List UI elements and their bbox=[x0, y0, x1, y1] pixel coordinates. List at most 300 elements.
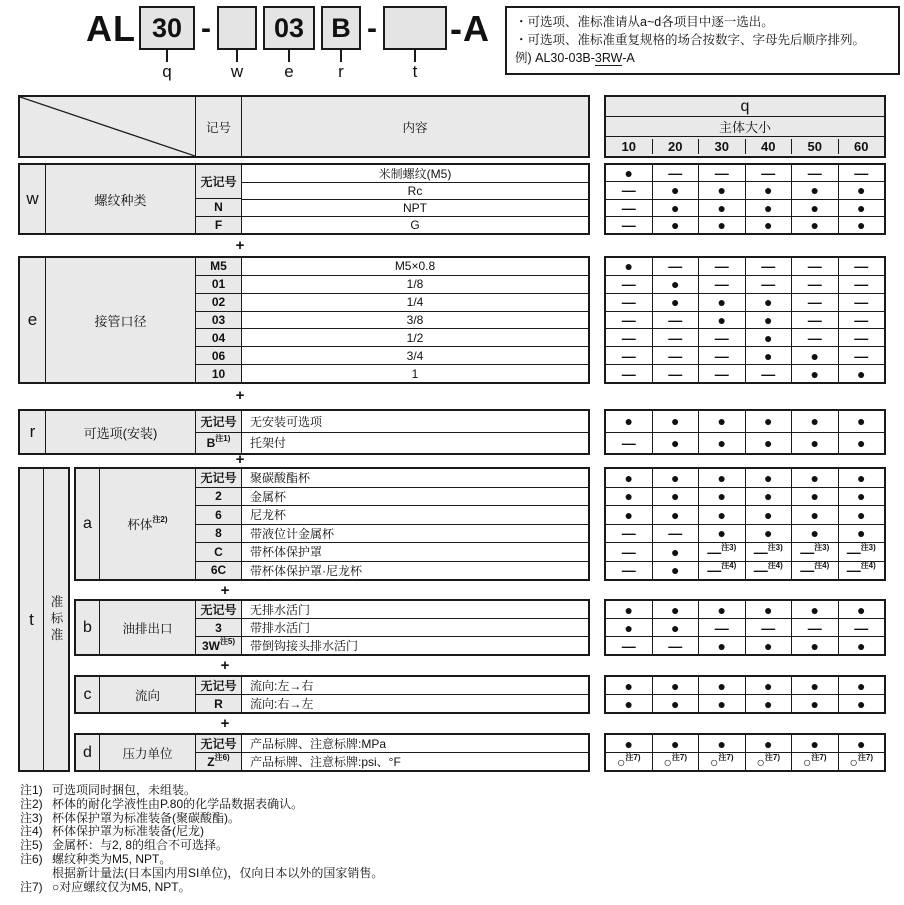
option-content: 带排水活门 bbox=[242, 619, 588, 636]
option-row bbox=[196, 561, 588, 580]
option-content: 1/4 bbox=[242, 294, 588, 311]
availability-cell: ● bbox=[624, 165, 633, 182]
option-row bbox=[196, 258, 588, 275]
option-code: 04 bbox=[196, 329, 242, 346]
availability-cell: — bbox=[745, 619, 792, 636]
subsection-drain bbox=[74, 599, 590, 656]
availability-cell: ○ $^{注7)}$ bbox=[745, 753, 792, 770]
tick-line bbox=[414, 50, 416, 62]
option-content: 产品标牌、注意标牌:MPa bbox=[242, 735, 588, 752]
option-code: 无记号 bbox=[196, 677, 242, 694]
thread-box bbox=[217, 6, 257, 50]
availability-cell: — bbox=[698, 258, 745, 275]
availability-cell: — $^{注3)}$ bbox=[745, 543, 792, 561]
availability-row bbox=[606, 411, 884, 432]
option-code: 06 bbox=[196, 347, 242, 364]
availability-cell: ● bbox=[698, 695, 745, 712]
availability-pressure-unit bbox=[604, 733, 886, 772]
availability-row bbox=[606, 752, 884, 770]
content-g: G bbox=[242, 216, 588, 233]
availability-cell: ● bbox=[698, 411, 745, 432]
model-box-bracket bbox=[321, 6, 361, 81]
label-e: e bbox=[284, 62, 294, 81]
option-code: 03 bbox=[196, 312, 242, 329]
availability-cell: — bbox=[621, 182, 636, 199]
option-code: 6C bbox=[196, 562, 242, 580]
availability-row bbox=[606, 364, 884, 382]
availability-cell: ● bbox=[652, 200, 699, 216]
availability-cell: ● bbox=[745, 637, 792, 654]
flow-rows bbox=[196, 677, 588, 712]
availability-cell: ● bbox=[838, 433, 885, 454]
availability-cell: — $^{注4)}$ bbox=[791, 562, 838, 580]
tick-line bbox=[340, 50, 342, 62]
option-code: 6 bbox=[196, 506, 242, 524]
availability-cell: — bbox=[652, 258, 699, 275]
option-row bbox=[196, 346, 588, 364]
section-letter-t: t bbox=[20, 469, 44, 770]
availability-cell: — bbox=[621, 637, 636, 654]
availability-row bbox=[606, 293, 884, 311]
option-content: 托架付 bbox=[242, 433, 588, 454]
option-code: 3W $^{注5)}$ bbox=[196, 637, 242, 654]
option-code: 无记号 bbox=[196, 469, 242, 487]
option-row bbox=[196, 487, 588, 506]
availability-cell: ● bbox=[745, 347, 792, 364]
availability-cell: — bbox=[621, 312, 636, 328]
availability-cell: ● bbox=[624, 619, 633, 636]
availability-cell: ● bbox=[745, 411, 792, 432]
availability-cell: ● bbox=[745, 312, 792, 329]
availability-row bbox=[606, 735, 884, 752]
availability-row bbox=[606, 636, 884, 654]
availability-cell: — $^{注3)}$ bbox=[838, 543, 885, 561]
option-content: 带杯体保护罩·尼龙杯 bbox=[242, 562, 588, 580]
option-row bbox=[196, 311, 588, 329]
option-code: 8 bbox=[196, 525, 242, 543]
diagonal-line bbox=[20, 97, 195, 156]
availability-cell: ○ $^{注7)}$ bbox=[616, 752, 641, 770]
footnote-line: 注3) 杯体保护罩为标准装备(聚碳酸酯)。 bbox=[20, 810, 240, 825]
option-content: 1/8 bbox=[242, 276, 588, 293]
availability-cell: ● bbox=[791, 637, 838, 654]
model-box-size bbox=[139, 6, 195, 81]
availability-cell: — bbox=[698, 276, 745, 293]
option-row bbox=[196, 542, 588, 561]
availability-cell: — bbox=[621, 525, 636, 542]
option-row bbox=[196, 275, 588, 293]
availability-cell: — bbox=[838, 276, 885, 293]
availability-cell: ● bbox=[791, 347, 838, 364]
code-F: F bbox=[196, 216, 241, 234]
option-code: M5 bbox=[196, 258, 242, 275]
availability-cell: ● bbox=[698, 182, 745, 198]
thread-content-column bbox=[242, 165, 588, 233]
symbol-column-header: 记号 bbox=[196, 97, 242, 156]
availability-cell: ● bbox=[791, 601, 838, 618]
availability-cell: — bbox=[698, 165, 745, 181]
option-content: 聚碳酸酯杯 bbox=[242, 469, 588, 487]
availability-cell: — bbox=[652, 525, 699, 543]
availability-cell: ● bbox=[698, 469, 745, 487]
dash: - bbox=[367, 12, 377, 45]
content-metric: 米制螺纹(M5) bbox=[378, 167, 452, 181]
footnote-line: 根据新计量法(日本国内用SI单位)，仅向日本以外的国家销售。 bbox=[52, 865, 384, 880]
availability-cell: ● bbox=[745, 433, 792, 454]
availability-cell: ● bbox=[624, 735, 633, 752]
option-content: 流向:左→右 bbox=[242, 677, 588, 694]
availability-cell: ● bbox=[624, 695, 633, 712]
footnotes bbox=[20, 784, 660, 894]
plus-separator: + bbox=[235, 450, 245, 468]
availability-cell: ● bbox=[698, 312, 745, 329]
option-row bbox=[196, 293, 588, 311]
section-letter-e: e bbox=[20, 258, 46, 382]
option-content: 3/4 bbox=[242, 347, 588, 364]
sub-letter-c: c bbox=[76, 677, 100, 712]
availability-cell: ● bbox=[838, 488, 885, 506]
sub-letter-d: d bbox=[76, 735, 100, 770]
availability-cell: ● bbox=[652, 543, 699, 561]
availability-cell: ● bbox=[698, 677, 745, 694]
sub-name-flow: 流向 bbox=[100, 677, 196, 712]
availability-row bbox=[606, 346, 884, 364]
availability-cell: ● bbox=[652, 276, 699, 293]
availability-cell: ● bbox=[791, 365, 838, 382]
availability-cell: ● bbox=[745, 677, 792, 694]
section-name-thread-type: 螺纹种类 bbox=[46, 165, 196, 233]
availability-row bbox=[606, 165, 884, 181]
q-header: q bbox=[740, 97, 750, 115]
availability-cell: — bbox=[745, 165, 792, 181]
option-row bbox=[196, 505, 588, 524]
option-code: 无记号 bbox=[196, 411, 242, 432]
availability-cell: ● bbox=[745, 488, 792, 506]
availability-cell: — bbox=[791, 165, 838, 181]
bracket-box: B bbox=[321, 6, 361, 50]
option-content: 1/2 bbox=[242, 329, 588, 346]
sub-letter-b: b bbox=[76, 601, 100, 654]
note-box bbox=[505, 6, 900, 75]
model-suffix: -A bbox=[450, 8, 490, 49]
availability-cell: — bbox=[652, 347, 699, 364]
availability-cell: — bbox=[621, 199, 636, 216]
availability-row bbox=[606, 694, 884, 712]
availability-cell: ● bbox=[698, 601, 745, 618]
option-content: 带液位计金属杯 bbox=[242, 525, 588, 543]
availability-cell: ● bbox=[745, 200, 792, 216]
availability-cell: ● bbox=[652, 182, 699, 198]
availability-cell: ● bbox=[698, 637, 745, 654]
option-code: 01 bbox=[196, 276, 242, 293]
availability-row bbox=[606, 199, 884, 216]
model-box-semi bbox=[383, 6, 447, 81]
footnote-line: 注2) 杯体的耐化学液性由P.80的化学品数据表确认。 bbox=[20, 796, 304, 811]
footnote-line: 注4) 杯体保护罩为标准装备(尼龙) bbox=[20, 824, 204, 839]
availability-cell: ● bbox=[624, 488, 633, 505]
model-code bbox=[86, 6, 490, 81]
size-30: 30 bbox=[698, 139, 745, 154]
availability-cell: — $^{注3)}$ bbox=[698, 543, 745, 561]
plus-separator: + bbox=[220, 581, 230, 599]
availability-cell: — bbox=[698, 347, 745, 364]
option-content: 带倒钩接头排水活门 bbox=[242, 637, 588, 654]
availability-cell: ● bbox=[624, 258, 633, 275]
availability-cell: ● bbox=[838, 735, 885, 752]
example-underlined: 3RW bbox=[594, 51, 623, 65]
note-line-2: ・可选项、准标准重复规格的场合按数字、字母先后顺序排列。 bbox=[515, 33, 866, 47]
model-box-thread bbox=[217, 6, 257, 81]
availability-bowl bbox=[604, 467, 886, 581]
availability-cell: ● bbox=[652, 619, 699, 636]
option-code: 3 bbox=[196, 619, 242, 636]
availability-cell: — bbox=[621, 347, 636, 364]
availability-cell: ● bbox=[698, 294, 745, 311]
availability-cell: ● bbox=[791, 411, 838, 432]
availability-cell: — bbox=[838, 619, 885, 636]
availability-cell: — bbox=[652, 365, 699, 382]
availability-cell: ● bbox=[745, 695, 792, 712]
semi-standard-box bbox=[383, 6, 447, 50]
option-content: 3/8 bbox=[242, 312, 588, 329]
example-prefix: 例) AL30-03B- bbox=[515, 51, 595, 65]
option-row bbox=[196, 752, 588, 770]
note-line-1: ・可选项、准标准请从a~d各项目中逐一选出。 bbox=[515, 15, 774, 29]
option-code: Z $^{注6)}$ bbox=[196, 753, 242, 770]
section-name-port-size: 接管口径 bbox=[46, 258, 196, 382]
availability-cell: ○ $^{注7)}$ bbox=[838, 753, 885, 770]
availability-row bbox=[606, 258, 884, 275]
tick-line bbox=[236, 50, 238, 62]
section-port-size bbox=[18, 256, 590, 384]
mounting-rows bbox=[196, 411, 588, 453]
availability-cell: — bbox=[791, 276, 838, 293]
availability-cell: ● bbox=[791, 677, 838, 694]
availability-cell: — bbox=[621, 434, 636, 451]
availability-drain bbox=[604, 599, 886, 656]
label-w: w bbox=[230, 62, 244, 81]
port-box: 03 bbox=[263, 6, 315, 50]
table-header-right bbox=[604, 95, 886, 158]
section-letter-w: w bbox=[20, 165, 46, 233]
availability-cell: ● bbox=[624, 506, 633, 523]
availability-cell: ● bbox=[652, 488, 699, 506]
semi-standard-label: 准标准 bbox=[49, 594, 63, 645]
availability-flow bbox=[604, 675, 886, 714]
availability-cell: ● bbox=[791, 433, 838, 454]
availability-cell: ● bbox=[652, 735, 699, 752]
availability-row bbox=[606, 311, 884, 329]
availability-cell: ● bbox=[791, 525, 838, 543]
availability-cell: ○ $^{注7)}$ bbox=[652, 753, 699, 770]
option-content: M5×0.8 bbox=[242, 258, 588, 275]
option-code: 02 bbox=[196, 294, 242, 311]
availability-row bbox=[606, 328, 884, 346]
availability-cell: ● bbox=[791, 217, 838, 233]
availability-cell: ● bbox=[838, 525, 885, 543]
sub-name-bowl: 杯体 $^{注2)}$ bbox=[100, 469, 196, 579]
availability-cell: — bbox=[652, 329, 699, 346]
diagonal-corner-cell bbox=[20, 97, 196, 156]
footnote-line: 注6) 螺纹种类为M5, NPT。 bbox=[20, 851, 172, 866]
option-row bbox=[196, 411, 588, 432]
code-none: 无记号 bbox=[196, 165, 241, 198]
availability-cell: ● bbox=[838, 695, 885, 712]
availability-cell: ● bbox=[745, 217, 792, 233]
availability-cell: ● bbox=[624, 413, 633, 430]
subsection-pressure-unit bbox=[74, 733, 590, 772]
content-rc: Rc bbox=[242, 182, 588, 199]
sub-letter-a: a bbox=[76, 469, 100, 579]
availability-cell: ● bbox=[838, 411, 885, 432]
availability-cell: — bbox=[652, 165, 699, 181]
option-code: 无记号 bbox=[196, 601, 242, 618]
availability-cell: — bbox=[698, 365, 745, 382]
option-code: C bbox=[196, 543, 242, 561]
option-row bbox=[196, 636, 588, 654]
availability-row bbox=[606, 677, 884, 694]
availability-row bbox=[606, 216, 884, 233]
availability-cell: — bbox=[838, 312, 885, 329]
option-content: 流向:右→左 bbox=[242, 695, 588, 712]
port-size-rows bbox=[196, 258, 588, 382]
option-row bbox=[196, 328, 588, 346]
availability-row bbox=[606, 505, 884, 524]
availability-cell: ● bbox=[745, 601, 792, 618]
option-row bbox=[196, 432, 588, 454]
availability-port-size bbox=[604, 256, 886, 384]
note-example bbox=[515, 49, 890, 67]
availability-cell: — bbox=[838, 347, 885, 364]
sub-name-drain: 油排出口 bbox=[100, 601, 196, 654]
section-thread-type bbox=[18, 163, 590, 235]
section-mounting-option bbox=[18, 409, 590, 455]
availability-thread-type bbox=[604, 163, 886, 235]
option-code: 无记号 bbox=[196, 735, 242, 752]
plus-separator: + bbox=[220, 714, 230, 732]
availability-cell: — bbox=[621, 276, 636, 293]
availability-cell: — bbox=[745, 276, 792, 293]
size-20: 20 bbox=[652, 139, 699, 154]
availability-cell: — $^{注4)}$ bbox=[838, 562, 885, 580]
bowl-rows bbox=[196, 469, 588, 579]
availability-cell: ● bbox=[698, 525, 745, 543]
availability-row bbox=[606, 275, 884, 293]
size-40: 40 bbox=[745, 139, 792, 154]
availability-cell: ● bbox=[838, 677, 885, 694]
availability-cell: — bbox=[791, 329, 838, 346]
availability-cell: ○ $^{注7)}$ bbox=[791, 753, 838, 770]
model-prefix: AL bbox=[86, 8, 136, 49]
availability-cell: ● bbox=[652, 677, 699, 694]
body-size-header: 主体大小 bbox=[606, 116, 884, 136]
subsection-flow bbox=[74, 675, 590, 714]
availability-cell: ● bbox=[791, 182, 838, 198]
availability-cell: ● bbox=[652, 469, 699, 487]
plus-separator: + bbox=[235, 386, 245, 404]
availability-cell: ● bbox=[838, 365, 885, 382]
availability-cell: ● bbox=[652, 601, 699, 618]
availability-cell: ● bbox=[745, 329, 792, 346]
availability-cell: ● bbox=[791, 695, 838, 712]
option-code: R bbox=[196, 695, 242, 712]
option-row bbox=[196, 677, 588, 694]
code-N: N bbox=[196, 198, 241, 216]
availability-cell: — bbox=[621, 543, 636, 560]
option-row bbox=[196, 735, 588, 752]
size-values-row bbox=[606, 136, 884, 156]
plus-separator: + bbox=[220, 656, 230, 674]
option-code: 2 bbox=[196, 488, 242, 506]
option-row bbox=[196, 364, 588, 382]
availability-cell: ● bbox=[838, 469, 885, 487]
option-row bbox=[196, 469, 588, 487]
availability-row bbox=[606, 487, 884, 506]
availability-row bbox=[606, 618, 884, 636]
tick-line bbox=[166, 50, 168, 62]
availability-cell: ● bbox=[698, 735, 745, 752]
option-code: B $^{注1)}$ bbox=[196, 433, 242, 454]
option-row bbox=[196, 524, 588, 543]
availability-cell: ● bbox=[652, 695, 699, 712]
availability-cell: ● bbox=[652, 217, 699, 233]
size-box: 30 bbox=[139, 6, 195, 50]
availability-row bbox=[606, 561, 884, 580]
availability-row bbox=[606, 432, 884, 454]
option-content: 金属杯 bbox=[242, 488, 588, 506]
option-content: 产品标牌、注意标牌:psi、°F bbox=[242, 753, 588, 770]
availability-cell: — bbox=[745, 365, 792, 382]
sub-name-pressure-unit: 压力单位 bbox=[100, 735, 196, 770]
size-50: 50 bbox=[791, 139, 838, 154]
label-t: t bbox=[412, 62, 418, 81]
option-code: 10 bbox=[196, 365, 242, 382]
availability-cell: ● bbox=[698, 217, 745, 233]
option-content: 1 bbox=[242, 365, 588, 382]
availability-cell: — bbox=[791, 294, 838, 311]
option-content: 无安装可选项 bbox=[242, 411, 588, 432]
availability-cell: ● bbox=[791, 488, 838, 506]
drain-rows bbox=[196, 601, 588, 654]
availability-cell: — bbox=[652, 312, 699, 329]
size-10: 10 bbox=[621, 139, 636, 154]
availability-cell: — $^{注4)}$ bbox=[698, 562, 745, 580]
availability-cell: — bbox=[838, 329, 885, 346]
thread-code-column bbox=[196, 165, 242, 233]
availability-row bbox=[606, 524, 884, 543]
dash: - bbox=[201, 12, 211, 45]
option-row bbox=[196, 694, 588, 712]
availability-cell: — $^{注3)}$ bbox=[791, 543, 838, 561]
availability-cell: ● bbox=[838, 200, 885, 216]
footnote-line: 注5) 金属杯：与2, 8的组合不可选择。 bbox=[20, 838, 229, 853]
availability-cell: ● bbox=[698, 506, 745, 524]
availability-cell: — bbox=[621, 365, 636, 382]
availability-cell: — bbox=[791, 619, 838, 636]
content-column-header: 内容 bbox=[402, 120, 428, 135]
availability-cell: ● bbox=[745, 735, 792, 752]
availability-cell: — bbox=[621, 294, 636, 311]
availability-cell: ● bbox=[791, 506, 838, 524]
availability-cell: — bbox=[698, 329, 745, 346]
availability-cell: ● bbox=[698, 433, 745, 454]
section-letter-r: r bbox=[20, 411, 46, 453]
availability-cell: ● bbox=[745, 525, 792, 543]
availability-cell: ● bbox=[698, 200, 745, 216]
availability-cell: ● bbox=[624, 677, 633, 694]
availability-cell: ● bbox=[791, 469, 838, 487]
example-suffix: -A bbox=[622, 51, 635, 65]
